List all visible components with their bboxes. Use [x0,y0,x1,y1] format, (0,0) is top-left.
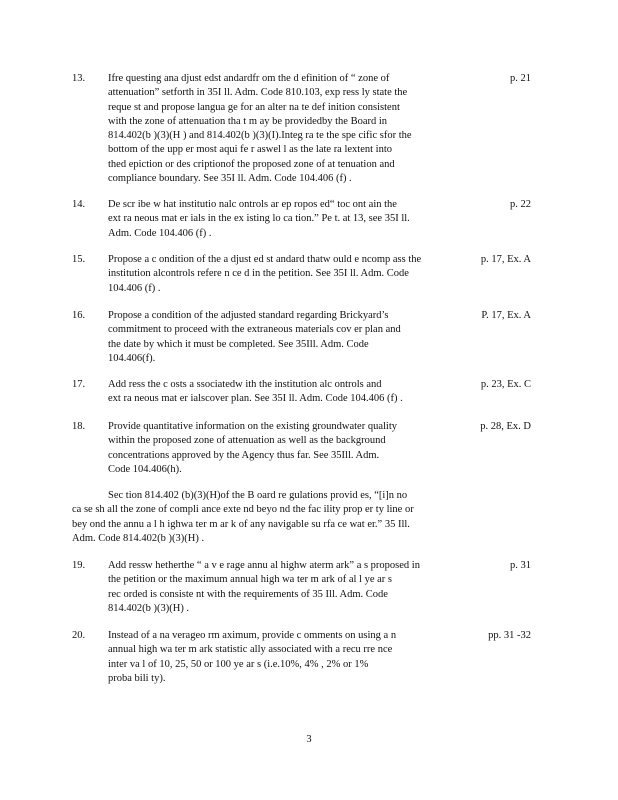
page-number: 3 [306,734,312,745]
item-number: 20. [72,630,86,641]
page-reference: pp. 31 -32 [488,630,531,641]
page-reference: p. 23, Ex. C [480,379,531,390]
item-number: 18. [72,421,86,432]
page-reference: p. 17, Ex. A [480,254,531,265]
item-number: 14. [72,199,86,210]
item-number: 16. [72,310,86,321]
page-reference: p. 21 [510,73,531,84]
item-number: 13. [72,73,86,84]
page-reference: p. 28, Ex. D [480,421,531,432]
page-reference: p. 22 [510,199,531,210]
section-paragraph: Sec tion 814.402 (b)(3)(H)of the B oard re gulations provid es, “[i]n no ca se sh all the zone of compli ance exte nd beyo nd the fac ility prop er ty line or bey ond the annu a l h ighwa ter m ar k of any navigable su rfa ce wat er.” 35 Ill. Adm. Code 814.402(b )(3)(H) . [72,490,414,544]
item-number: 17. [72,379,86,390]
item-text: Add ress the c osts a ssociatedw ith the institution alc ontrols and ext ra neous mat er ialscover plan. See 35I ll. Adm. Code 104.406 (f) . [108,379,403,405]
item-text: De scr ibe w hat institutio nalc ontrols ar ep ropos ed“ toc ont ain the ext ra neous mat er ials in the ex isting lo ca tion.” Pe t. at 13, see 35I ll. Adm. Code 104.406 (f) . [108,199,410,239]
item-number: 15. [72,254,86,265]
item-text: Provide quantitative information on the existing groundwater quality within the proposed zone of attenuation as well as the background concentrations approved by the Agency thus far. See 35Ill. Adm. Code 104.406(h). [108,421,397,475]
item-text: Propose a condition of the adjusted standard regarding Brickyard’s commitment to proceed with the extraneous materials cov er plan and the date by which it must be completed. See 35Ill. Adm. Code 104.406(f). [108,310,401,364]
page-reference: P. 17, Ex. A [481,310,531,321]
item-text: Add ressw hetherthe “ a v e rage annu al highw aterm ark” a s proposed in the petition or the maximum annual high wa ter m ark of al l ye ar s rec orded is consiste nt with the requirements of 35 Ill. Adm. Code 814.402(b )(3)(H) . [108,560,420,614]
page-reference: p. 31 [510,560,531,571]
item-text: Propose a c ondition of the a djust ed st andard thatw ould e ncomp ass the institution alcontrols refere n ce d in the petition. See 35I ll. Adm. Code 104.406 (f) . [108,254,422,294]
item-text: Ifre questing ana djust edst andardfr om the d efinition of “ zone of attenuation” setforth in 35I ll. Adm. Code 810.103, exp ress ly state the reque st and propose langua ge for an alter na te def inition consistent with the zone of attenuation tha t m ay be providedby the Board in 814.402(b )(3)(H ) and 814.402(b )(3)(I).Integ ra te the spe cific sfor the bottom of the upp er most aqui fe r aswel l as the late ra lextent into thed epiction or des criptionof the proposed zone of at tenuation and compliance boundary. See 35I ll. Adm. Code 104.406 (f) . [108,73,412,185]
item-number: 19. [72,560,86,571]
item-text: Instead of a na verageo rm aximum, provide c omments on using a n annual high wa ter m ark statistic ally associated with a recu rre nce inter va l of 10, 25, 50 or 100 ye ar s (i.e.10%, 4% , 2% or 1% proba bili ty). [108,630,397,684]
